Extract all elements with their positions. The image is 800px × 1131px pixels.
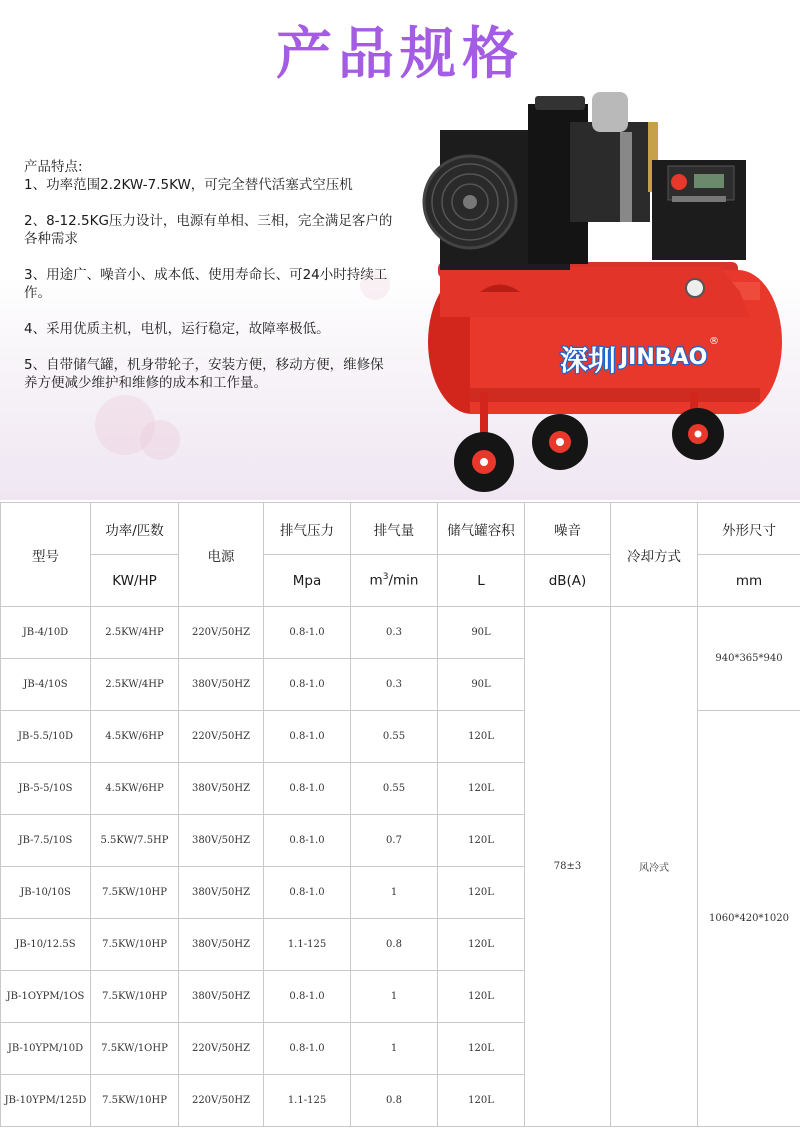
cell-supply: 220V/50HZ [179, 711, 264, 763]
cell-power: 2.5KW/4HP [91, 607, 179, 659]
cell-tank: 120L [438, 711, 525, 763]
cell-model: JB-10/12.5S [1, 919, 91, 971]
unit-displacement-base: m [369, 572, 383, 589]
cell-supply: 220V/50HZ [179, 607, 264, 659]
cell-displacement: 0.3 [351, 607, 438, 659]
unit-displacement-rest: /min [388, 572, 419, 589]
feature-heading: 产品特点: [24, 159, 83, 175]
cell-tank: 120L [438, 763, 525, 815]
unit-pressure: Mpa [264, 555, 351, 607]
brand-cn: 深圳 [560, 344, 617, 377]
cell-noise: 78±3 [525, 607, 611, 1127]
header-pressure: 排气压力 [264, 503, 351, 555]
cell-displacement: 1 [351, 1023, 438, 1075]
hero-section [0, 0, 800, 500]
cell-tank: 120L [438, 1023, 525, 1075]
cell-displacement: 1 [351, 867, 438, 919]
cell-tank: 120L [438, 815, 525, 867]
header-tank: 储气罐容积 [438, 503, 525, 555]
decor-petal [140, 420, 180, 460]
cell-supply: 380V/50HZ [179, 919, 264, 971]
header-cooling: 冷却方式 [611, 503, 698, 607]
cell-displacement: 1 [351, 971, 438, 1023]
registered-mark: ® [709, 336, 719, 347]
cell-size-large: 1060*420*1020 [698, 711, 800, 1127]
cell-supply: 380V/50HZ [179, 867, 264, 919]
cell-model: JB-4/10S [1, 659, 91, 711]
cell-displacement: 0.3 [351, 659, 438, 711]
feature-item: 5、自带储气罐，机身带轮子，安装方便，移动方便，维修保养方便减少维护和维修的成本和工作量。 [24, 357, 384, 391]
cell-power: 4.5KW/6HP [91, 711, 179, 763]
feature-item: 1、功率范围2.2KW-7.5KW，可完全替代活塞式空压机 [24, 177, 353, 193]
cell-pressure: 0.8-1.0 [264, 867, 351, 919]
cell-model: JB-1OYPM/1OS [1, 971, 91, 1023]
cell-pressure: 0.8-1.0 [264, 659, 351, 711]
cell-power: 7.5KW/10HP [91, 919, 179, 971]
unit-size: mm [698, 555, 800, 607]
spec-table [0, 502, 800, 1127]
cell-tank: 90L [438, 607, 525, 659]
unit-displacement [351, 555, 438, 607]
cell-tank: 120L [438, 867, 525, 919]
unit-tank: L [438, 555, 525, 607]
cell-pressure: 0.8-1.0 [264, 711, 351, 763]
unit-noise: dB(A) [525, 555, 611, 607]
air-compressor-image [420, 92, 800, 500]
table-row [1, 607, 800, 659]
cell-power: 5.5KW/7.5HP [91, 815, 179, 867]
cell-model: JB-10YPM/10D [1, 1023, 91, 1075]
cell-power: 4.5KW/6HP [91, 763, 179, 815]
cell-power: 2.5KW/4HP [91, 659, 179, 711]
cell-pressure: 1.1-125 [264, 919, 351, 971]
cell-tank: 120L [438, 1075, 525, 1127]
cell-size-small: 940*365*940 [698, 607, 800, 711]
cell-model: JB-10/10S [1, 867, 91, 919]
cell-displacement: 0.55 [351, 711, 438, 763]
feature-list [24, 158, 396, 410]
feature-item: 2、8-12.5KG压力设计，电源有单相、三相，完全满足客户的各种需求 [24, 213, 393, 247]
cell-supply: 380V/50HZ [179, 659, 264, 711]
cell-supply: 380V/50HZ [179, 815, 264, 867]
cell-pressure: 0.8-1.0 [264, 1023, 351, 1075]
cell-model: JB-5.5/10D [1, 711, 91, 763]
cell-tank: 120L [438, 971, 525, 1023]
cell-model: JB-10YPM/125D [1, 1075, 91, 1127]
header-size: 外形尺寸 [698, 503, 800, 555]
cell-power: 7.5KW/10HP [91, 1075, 179, 1127]
cell-pressure: 0.8-1.0 [264, 607, 351, 659]
cell-displacement: 0.8 [351, 919, 438, 971]
header-power: 功率/匹数 [91, 503, 179, 555]
cell-supply: 220V/50HZ [179, 1023, 264, 1075]
cell-supply: 220V/50HZ [179, 1075, 264, 1127]
cell-displacement: 0.7 [351, 815, 438, 867]
cell-model: JB-7.5/10S [1, 815, 91, 867]
cell-pressure: 0.8-1.0 [264, 815, 351, 867]
header-displacement: 排气量 [351, 503, 438, 555]
cell-pressure: 0.8-1.0 [264, 763, 351, 815]
cell-cooling: 风冷式 [611, 607, 698, 1127]
cell-pressure: 0.8-1.0 [264, 971, 351, 1023]
cell-model: JB-5-5/10S [1, 763, 91, 815]
cell-pressure: 1.1-125 [264, 1075, 351, 1127]
cell-power: 7.5KW/10HP [91, 867, 179, 919]
cell-supply: 380V/50HZ [179, 763, 264, 815]
page-title: 产品规格 [276, 22, 524, 87]
header-supply: 电源 [179, 503, 264, 607]
cell-displacement: 0.8 [351, 1075, 438, 1127]
cell-tank: 120L [438, 919, 525, 971]
cell-power: 7.5KW/1OHP [91, 1023, 179, 1075]
cell-supply: 380V/50HZ [179, 971, 264, 1023]
unit-power: KW/HP [91, 555, 179, 607]
cell-tank: 90L [438, 659, 525, 711]
unit-displacement-sup: 3 [382, 572, 389, 583]
brand-en: JINBAO [620, 345, 708, 370]
header-noise: 噪音 [525, 503, 611, 555]
header-model: 型号 [1, 503, 91, 607]
cell-power: 7.5KW/10HP [91, 971, 179, 1023]
feature-item: 4、采用优质主机，电机，运行稳定，故障率极低。 [24, 321, 330, 337]
header-row [1, 503, 800, 555]
cell-displacement: 0.55 [351, 763, 438, 815]
feature-item: 3、用途广、噪音小、成本低、使用寿命长、可24小时持续工作。 [24, 267, 388, 301]
cell-model: JB-4/10D [1, 607, 91, 659]
